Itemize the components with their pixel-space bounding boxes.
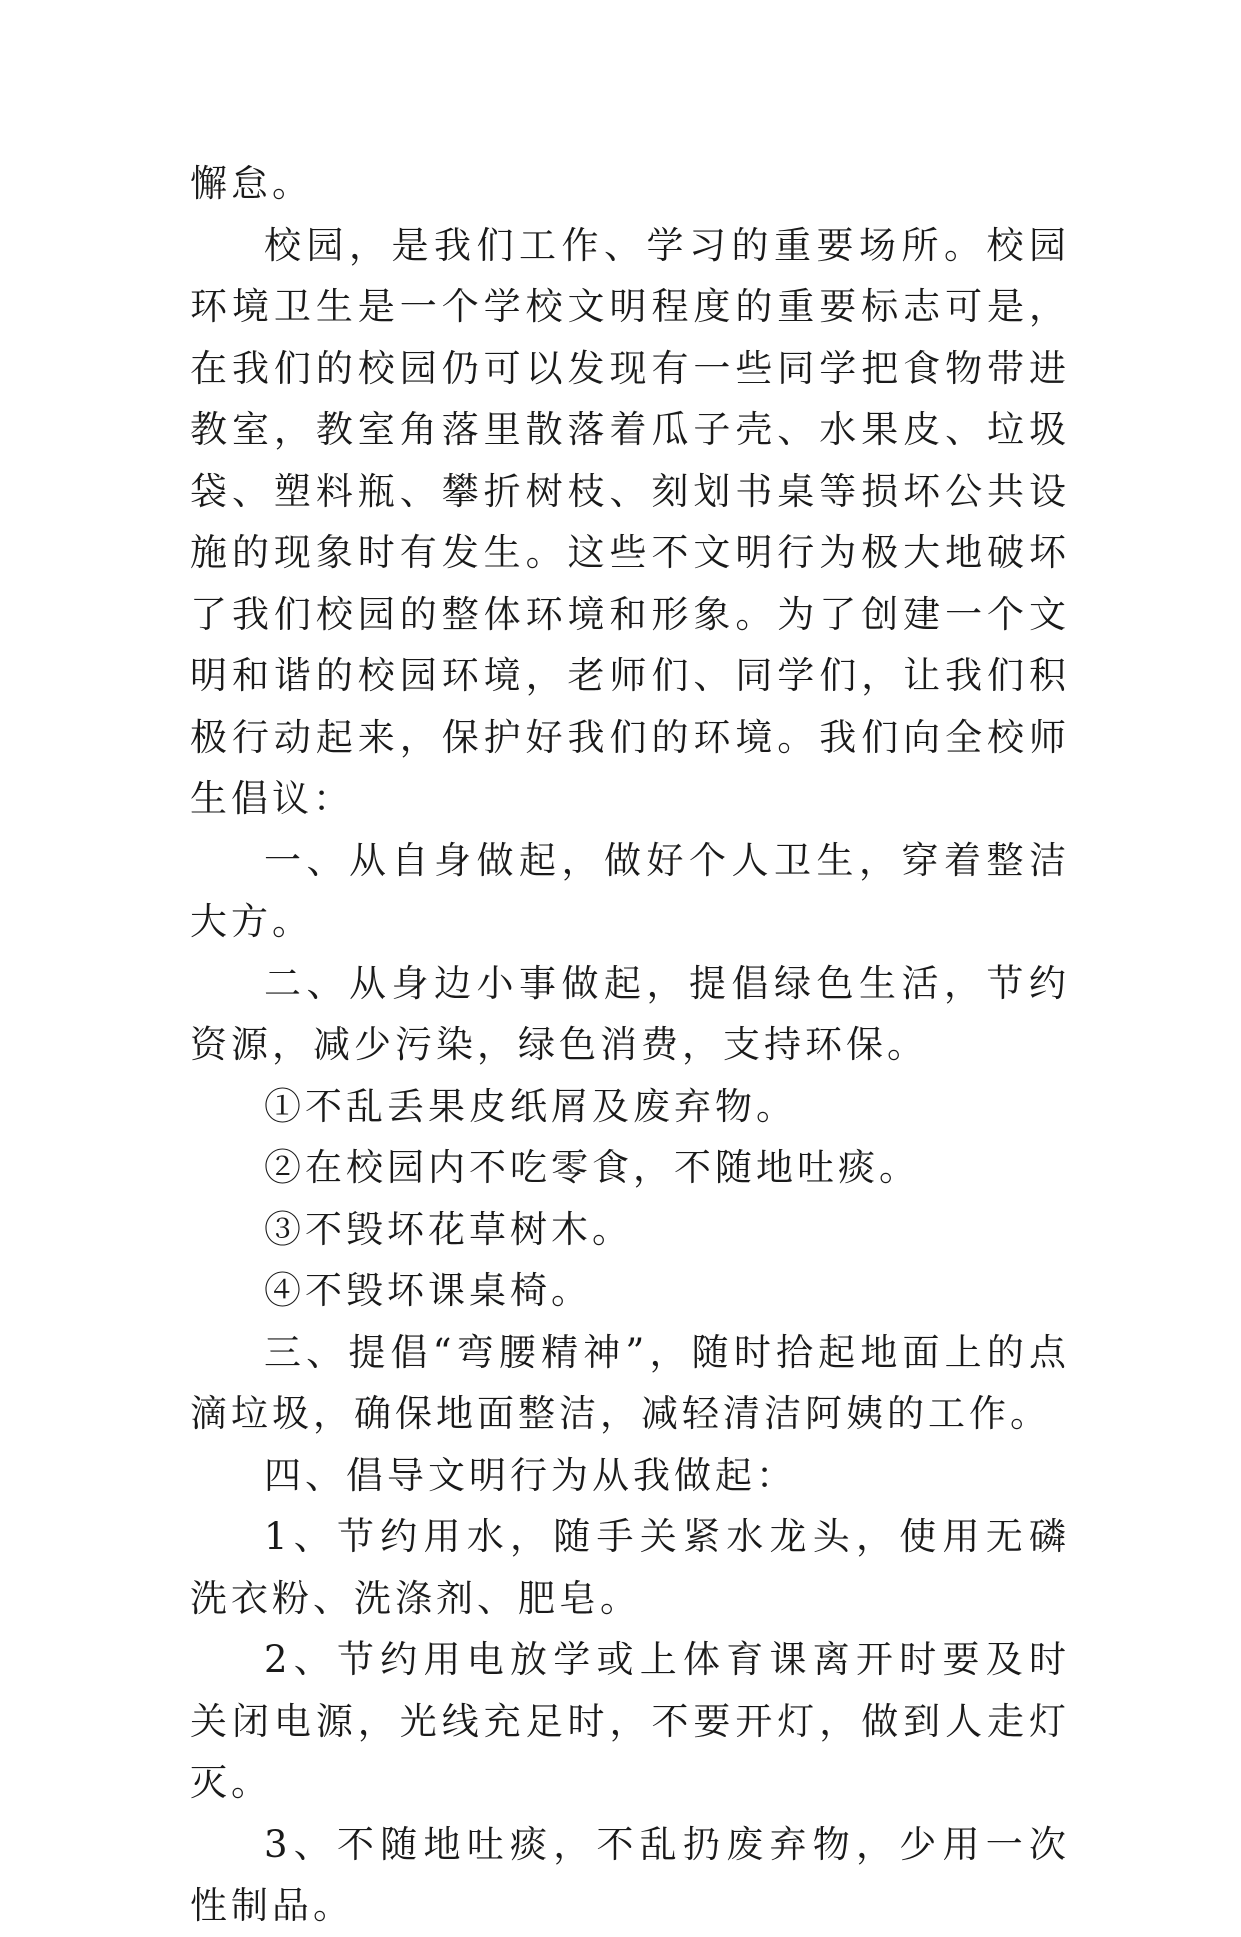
list-item-numbered-2: 2、节约用电放学或上体育课离开时要及时关闭电源，光线充足时，不要开灯，做到人走灯灭。 [190, 1638, 1070, 1804]
list-item-circled-2: ②在校园内不吃零食，不随地吐痰。 [264, 1146, 920, 1189]
document-body [190, 153, 1070, 1937]
list-item-circled-3: ③不毁坏花草树木。 [264, 1207, 633, 1251]
list-item-circled-4: ④不毁坏课桌椅。 [264, 1269, 592, 1312]
list-item-circled-1: ①不乱丢果皮纸屑及废弃物。 [264, 1084, 797, 1128]
paragraph-continuation: 懈怠。 [190, 162, 313, 205]
paragraph-proposal-1: 一、从自身做起，做好个人卫生，穿着整洁大方。 [190, 838, 1070, 943]
paragraph-proposal-3: 三、提倡“弯腰精神”，随时拾起地面上的点滴垃圾，确保地面整洁，减轻清洁阿姨的工作。 [190, 1330, 1070, 1435]
paragraph-proposal-4: 四、倡导文明行为从我做起： [264, 1453, 797, 1497]
list-item-numbered-1: 1、节约用水，随手关紧水龙头，使用无磷洗衣粉、洗涤剂、肥皂。 [190, 1515, 1070, 1620]
paragraph-campus-environment: 校园，是我们工作、学习的重要场所。校园环境卫生是一个学校文明程度的重要标志可是，在我们的校园仍可以发现有一些同学把食物带进教室，教室角落里散落着瓜子壳、水果皮、垃圾袋、塑料瓶、攀折树枝、刻划书桌等损坏公共设施的现象时有发生。这些不文明行为极大地破坏了我们校园的整体环境和形象。为了创建一个文明和谐的校园环境，老师们、同学们，让我们积极行动起来，保护好我们的环境。我们向全校师生倡议： [190, 223, 1070, 820]
list-item-numbered-3: 3、不随地吐痰，不乱扔废弃物，少用一次性制品。 [190, 1822, 1070, 1927]
paragraph-proposal-2: 二、从身边小事做起，提倡绿色生活，节约资源，减少污染，绿色消费，支持环保。 [190, 961, 1070, 1066]
